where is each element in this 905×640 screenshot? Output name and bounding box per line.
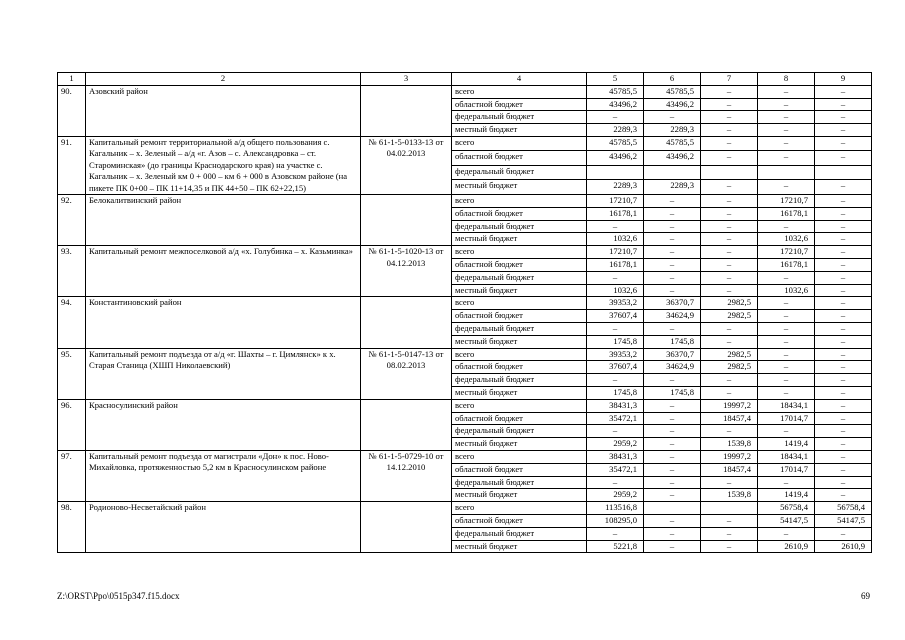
budget-type: всего (452, 348, 587, 361)
table-row (58, 136, 872, 151)
amount-cell: – (587, 527, 644, 540)
column-header: 3 (361, 73, 452, 86)
amount-cell: – (758, 310, 815, 323)
amount-cell: – (815, 151, 872, 166)
amount-cell: 34624,9 (644, 310, 701, 323)
budget-type: федеральный бюджет (452, 527, 587, 540)
item-name: Капитальный ремонт подъезда от магистрали «Дон» к пос. Ново-Михайловка, протяженностью 5,2 км в Красносулинском районе (86, 450, 361, 501)
amount-cell: – (701, 207, 758, 220)
amount-cell: 45785,5 (644, 85, 701, 98)
amount-cell: 2610,9 (815, 540, 872, 553)
amount-cell: 19997,2 (701, 399, 758, 412)
budget-type: всего (452, 85, 587, 98)
document-code (361, 502, 452, 553)
document-code (361, 195, 452, 246)
table-row (58, 195, 872, 208)
item-number: 91. (58, 136, 86, 194)
file-path: Z:\ORST\Ppo\0515p347.f15.docx (57, 591, 180, 601)
amount-cell: 39353,2 (587, 297, 644, 310)
amount-cell: – (701, 180, 758, 195)
amount-cell: 2982,5 (701, 348, 758, 361)
amount-cell: – (758, 111, 815, 124)
amount-cell: – (815, 246, 872, 259)
amount-cell: – (644, 271, 701, 284)
amount-cell: 1419,4 (758, 489, 815, 502)
amount-cell: 2982,5 (701, 361, 758, 374)
budget-type: областной бюджет (452, 310, 587, 323)
amount-cell: – (644, 259, 701, 272)
amount-cell: – (701, 220, 758, 233)
amount-cell: – (815, 271, 872, 284)
column-header: 9 (815, 73, 872, 86)
amount-cell: 19997,2 (701, 450, 758, 463)
amount-cell: 54147,5 (758, 514, 815, 527)
amount-cell: 1745,8 (644, 335, 701, 348)
amount-cell: – (701, 124, 758, 137)
amount-cell: 39353,2 (587, 348, 644, 361)
amount-cell: – (701, 374, 758, 387)
amount-cell: 113516,8 (587, 502, 644, 515)
amount-cell: – (701, 335, 758, 348)
amount-cell: 16178,1 (587, 207, 644, 220)
amount-cell: 17210,7 (587, 246, 644, 259)
budget-type: всего (452, 502, 587, 515)
amount-cell: – (815, 489, 872, 502)
amount-cell: – (587, 322, 644, 335)
amount-cell: – (815, 233, 872, 246)
amount-cell: 38431,3 (587, 450, 644, 463)
budget-type: всего (452, 399, 587, 412)
budget-type: местный бюджет (452, 335, 587, 348)
amount-cell: – (758, 180, 815, 195)
amount-cell: 5221,8 (587, 540, 644, 553)
table-row (58, 297, 872, 310)
amount-cell: – (758, 361, 815, 374)
amount-cell: 45785,5 (587, 136, 644, 151)
amount-cell: – (758, 374, 815, 387)
amount-cell: – (644, 425, 701, 438)
item-number: 98. (58, 502, 86, 553)
amount-cell: 2982,5 (701, 297, 758, 310)
item-number: 96. (58, 399, 86, 450)
table-row (58, 450, 872, 463)
amount-cell: – (758, 386, 815, 399)
amount-cell: – (644, 374, 701, 387)
budget-type: федеральный бюджет (452, 271, 587, 284)
amount-cell: – (815, 425, 872, 438)
amount-cell: 17210,7 (758, 246, 815, 259)
item-name: Капитальный ремонт подъезда от а/д «г. Шахты – г. Цимлянск» к х. Старая Станица (ХШП Николаевский) (86, 348, 361, 399)
document-code: № 61-1-5-0133-13 от 04.02.2013 (361, 136, 452, 194)
amount-cell: 1745,8 (587, 386, 644, 399)
item-name: Красносулинский район (86, 399, 361, 450)
amount-cell: – (815, 259, 872, 272)
amount-cell: – (815, 527, 872, 540)
budget-type: областной бюджет (452, 514, 587, 527)
budget-type: местный бюджет (452, 180, 587, 195)
amount-cell: – (644, 450, 701, 463)
amount-cell: 56758,4 (815, 502, 872, 515)
table-row (58, 399, 872, 412)
amount-cell: 56758,4 (758, 502, 815, 515)
budget-type: федеральный бюджет (452, 165, 587, 180)
amount-cell: – (758, 425, 815, 438)
amount-cell: – (701, 425, 758, 438)
item-number: 92. (58, 195, 86, 246)
amount-cell: – (701, 136, 758, 151)
amount-cell: 37607,4 (587, 310, 644, 323)
amount-cell: 1032,6 (587, 284, 644, 297)
amount-cell: – (758, 348, 815, 361)
amount-cell: 36370,7 (644, 348, 701, 361)
amount-cell: – (815, 335, 872, 348)
amount-cell: – (815, 399, 872, 412)
amount-cell: – (758, 220, 815, 233)
amount-cell: – (644, 284, 701, 297)
amount-cell (701, 165, 758, 180)
amount-cell: – (815, 450, 872, 463)
amount-cell: – (815, 412, 872, 425)
amount-cell (815, 165, 872, 180)
amount-cell: – (815, 476, 872, 489)
column-header: 7 (701, 73, 758, 86)
document-code: № 61-1-5-1020-13 от 04.12.2013 (361, 246, 452, 297)
table-row (58, 85, 872, 98)
amount-cell (644, 502, 701, 515)
amount-cell: – (587, 476, 644, 489)
amount-cell: – (644, 489, 701, 502)
amount-cell: – (815, 195, 872, 208)
amount-cell: – (701, 386, 758, 399)
amount-cell: 54147,5 (815, 514, 872, 527)
amount-cell: – (815, 463, 872, 476)
amount-cell: 1539,8 (701, 438, 758, 451)
budget-type: местный бюджет (452, 540, 587, 553)
amount-cell: – (815, 361, 872, 374)
budget-type: местный бюджет (452, 386, 587, 399)
amount-cell: – (701, 111, 758, 124)
item-name: Азовский район (86, 85, 361, 136)
amount-cell: 36370,7 (644, 297, 701, 310)
amount-cell: 35472,1 (587, 412, 644, 425)
budget-type: областной бюджет (452, 98, 587, 111)
amount-cell: – (758, 271, 815, 284)
amount-cell: 1032,6 (587, 233, 644, 246)
amount-cell: 2289,3 (644, 180, 701, 195)
amount-cell: – (644, 246, 701, 259)
amount-cell: – (758, 151, 815, 166)
amount-cell: 2959,2 (587, 438, 644, 451)
budget-type: федеральный бюджет (452, 220, 587, 233)
amount-cell: – (701, 246, 758, 259)
budget-table (57, 72, 872, 553)
amount-cell: – (701, 540, 758, 553)
amount-cell: 2610,9 (758, 540, 815, 553)
amount-cell: – (644, 207, 701, 220)
item-name: Белокалитвинский район (86, 195, 361, 246)
amount-cell: 17014,7 (758, 412, 815, 425)
amount-cell: – (701, 514, 758, 527)
amount-cell: – (815, 111, 872, 124)
amount-cell: 45785,5 (644, 136, 701, 151)
amount-cell: 17210,7 (587, 195, 644, 208)
amount-cell: – (815, 220, 872, 233)
amount-cell: 43496,2 (587, 151, 644, 166)
amount-cell: – (701, 233, 758, 246)
amount-cell (758, 165, 815, 180)
amount-cell: – (644, 399, 701, 412)
budget-type: федеральный бюджет (452, 425, 587, 438)
amount-cell: 1539,8 (701, 489, 758, 502)
amount-cell: 35472,1 (587, 463, 644, 476)
amount-cell: – (758, 527, 815, 540)
amount-cell: – (758, 124, 815, 137)
amount-cell: – (644, 233, 701, 246)
amount-cell: – (815, 207, 872, 220)
budget-type: местный бюджет (452, 284, 587, 297)
amount-cell: 1745,8 (644, 386, 701, 399)
amount-cell: – (815, 284, 872, 297)
budget-type: всего (452, 195, 587, 208)
amount-cell: 1419,4 (758, 438, 815, 451)
column-header: 6 (644, 73, 701, 86)
amount-cell: 43496,2 (644, 151, 701, 166)
amount-cell: – (587, 425, 644, 438)
amount-cell: – (644, 476, 701, 489)
amount-cell: – (644, 322, 701, 335)
amount-cell: 43496,2 (587, 98, 644, 111)
amount-cell: – (815, 136, 872, 151)
amount-cell: – (644, 111, 701, 124)
item-number: 97. (58, 450, 86, 501)
page-number: 69 (861, 591, 870, 601)
amount-cell: – (587, 220, 644, 233)
amount-cell: 16178,1 (758, 259, 815, 272)
item-number: 93. (58, 246, 86, 297)
amount-cell: 18457,4 (701, 463, 758, 476)
amount-cell: – (701, 259, 758, 272)
column-header: 8 (758, 73, 815, 86)
column-header: 1 (58, 73, 86, 86)
amount-cell: – (644, 195, 701, 208)
budget-type: федеральный бюджет (452, 322, 587, 335)
amount-cell: – (587, 271, 644, 284)
amount-cell: – (815, 297, 872, 310)
budget-type: областной бюджет (452, 412, 587, 425)
amount-cell: – (701, 195, 758, 208)
budget-type: федеральный бюджет (452, 374, 587, 387)
header-row (58, 73, 872, 86)
amount-cell: – (815, 374, 872, 387)
amount-cell: – (644, 412, 701, 425)
amount-cell: – (644, 540, 701, 553)
column-header: 5 (587, 73, 644, 86)
amount-cell (644, 165, 701, 180)
amount-cell: 17210,7 (758, 195, 815, 208)
amount-cell: 45785,5 (587, 85, 644, 98)
amount-cell: – (758, 98, 815, 111)
amount-cell: 2959,2 (587, 489, 644, 502)
amount-cell: – (815, 310, 872, 323)
amount-cell: 1032,6 (758, 284, 815, 297)
amount-cell: – (701, 98, 758, 111)
amount-cell: – (644, 514, 701, 527)
amount-cell: 2289,3 (644, 124, 701, 137)
amount-cell: – (644, 220, 701, 233)
amount-cell: – (644, 463, 701, 476)
amount-cell: – (587, 374, 644, 387)
document-code: № 61-1-5-0729-10 от 14.12.2010 (361, 450, 452, 501)
item-name: Капитальный ремонт межпоселковой а/д «х. Голубинка – х. Казьминка» (86, 246, 361, 297)
amount-cell: 43496,2 (644, 98, 701, 111)
amount-cell (701, 502, 758, 515)
document-code (361, 297, 452, 348)
amount-cell: – (758, 297, 815, 310)
item-name: Капитальный ремонт территориальной а/д общего пользования с. Кагальник – х. Зеленый – а/д «г. Азов – с. Александровка – ст. Староминская» (до границы Краснодарского края) на участке с. Кагальник – х. Зеленый км 0 + 000 – км 6 + 000 в Азовском районе (на пикете ПК 0+00 – ПК 11+14,35 и ПК 44+50 – ПК 62+22,15) (86, 136, 361, 194)
amount-cell: – (758, 335, 815, 348)
amount-cell: – (644, 438, 701, 451)
amount-cell (587, 165, 644, 180)
budget-type: местный бюджет (452, 489, 587, 502)
amount-cell: – (758, 136, 815, 151)
amount-cell: – (701, 271, 758, 284)
amount-cell: – (815, 348, 872, 361)
amount-cell: – (815, 85, 872, 98)
budget-type: всего (452, 136, 587, 151)
amount-cell: – (701, 284, 758, 297)
budget-type: местный бюджет (452, 233, 587, 246)
amount-cell: – (587, 111, 644, 124)
budget-type: областной бюджет (452, 207, 587, 220)
amount-cell: – (815, 180, 872, 195)
amount-cell: 38431,3 (587, 399, 644, 412)
amount-cell: – (644, 527, 701, 540)
budget-type: областной бюджет (452, 361, 587, 374)
budget-type: всего (452, 450, 587, 463)
table-row (58, 246, 872, 259)
item-name: Родионово-Несветайский район (86, 502, 361, 553)
amount-cell: 37607,4 (587, 361, 644, 374)
budget-type: местный бюджет (452, 438, 587, 451)
amount-cell: 16178,1 (758, 207, 815, 220)
amount-cell: 18457,4 (701, 412, 758, 425)
document-code: № 61-1-5-0147-13 от 08.02.2013 (361, 348, 452, 399)
amount-cell: 2289,3 (587, 124, 644, 137)
amount-cell: 2982,5 (701, 310, 758, 323)
budget-type: областной бюджет (452, 463, 587, 476)
table-row (58, 502, 872, 515)
budget-type: местный бюджет (452, 124, 587, 137)
amount-cell: – (701, 527, 758, 540)
amount-cell: 34624,9 (644, 361, 701, 374)
amount-cell: – (815, 386, 872, 399)
item-number: 94. (58, 297, 86, 348)
budget-type: федеральный бюджет (452, 111, 587, 124)
budget-type: областной бюджет (452, 151, 587, 166)
budget-type: областной бюджет (452, 259, 587, 272)
amount-cell: 108295,0 (587, 514, 644, 527)
amount-cell: – (701, 151, 758, 166)
amount-cell: – (815, 124, 872, 137)
budget-type: всего (452, 246, 587, 259)
amount-cell: – (758, 476, 815, 489)
column-header: 4 (452, 73, 587, 86)
budget-type: всего (452, 297, 587, 310)
budget-type: федеральный бюджет (452, 476, 587, 489)
amount-cell: 1032,6 (758, 233, 815, 246)
amount-cell: – (815, 98, 872, 111)
amount-cell: 2289,3 (587, 180, 644, 195)
amount-cell: 18434,1 (758, 399, 815, 412)
document-code (361, 85, 452, 136)
amount-cell: 17014,7 (758, 463, 815, 476)
amount-cell: 1745,8 (587, 335, 644, 348)
item-number: 90. (58, 85, 86, 136)
amount-cell: 18434,1 (758, 450, 815, 463)
amount-cell: – (758, 85, 815, 98)
amount-cell: – (815, 438, 872, 451)
amount-cell: – (815, 322, 872, 335)
table-row (58, 348, 872, 361)
item-number: 95. (58, 348, 86, 399)
amount-cell: – (758, 322, 815, 335)
amount-cell: – (701, 476, 758, 489)
amount-cell: – (701, 85, 758, 98)
amount-cell: 16178,1 (587, 259, 644, 272)
item-name: Константиновский район (86, 297, 361, 348)
document-code (361, 399, 452, 450)
column-header: 2 (86, 73, 361, 86)
amount-cell: – (701, 322, 758, 335)
